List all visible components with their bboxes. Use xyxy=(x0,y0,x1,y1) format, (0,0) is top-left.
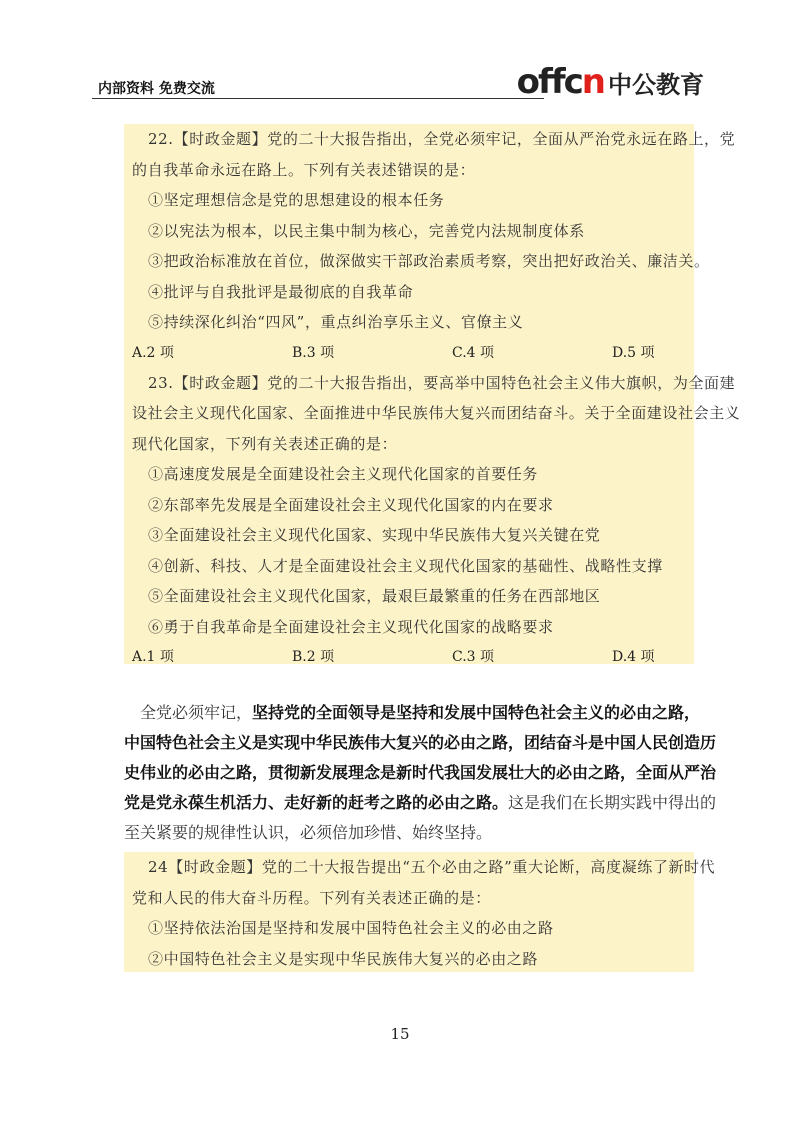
q23-options xyxy=(132,642,684,672)
q24-item-1: ①坚持依法治国是坚持和发展中国特色社会主义的必由之路 xyxy=(148,919,554,937)
q22-item-3: ③把政治标准放在首位，做深做实干部政治素质考察，突出把好政治关、廉洁关。 xyxy=(148,252,710,270)
q23-option-b: B.2 项 xyxy=(292,649,335,665)
q23-item-1: ①高速度发展是全面建设社会主义现代化国家的首要任务 xyxy=(148,465,539,483)
paragraph-line-3: 史伟业的必由之路，贯彻新发展理念是新时代我国发展壮大的必由之路，全面从严治 xyxy=(124,763,717,782)
q23-stem-line-2: 设社会主义现代化国家、全面推进中华民族伟大复兴而团结奋斗。关于全面建设社会主义 xyxy=(132,404,741,422)
q23-option-c: C.3 项 xyxy=(452,649,495,665)
q22-option-a: A.2 项 xyxy=(132,344,174,361)
page-number: 15 xyxy=(390,1025,410,1043)
question-block-22-23 xyxy=(124,124,741,665)
header-rule xyxy=(92,98,544,99)
q24-stem-line-2: 党和人民的伟大奋斗历程。下列有关表述正确的是： xyxy=(132,888,491,907)
q23-stem-line-1: 23.【时政金题】党的二十大报告指出，要高举中国特色社会主义伟大旗帜，为全面建 xyxy=(148,373,736,392)
q22-item-5: ⑤持续深化纠治“四风”，重点纠治享乐主义、官僚主义 xyxy=(148,313,524,331)
logo-cn: 中公教育 xyxy=(608,71,704,99)
q23-item-3: ③全面建设社会主义现代化国家、实现中华民族伟大复兴关键在党 xyxy=(148,526,601,544)
q22-option-d: D.5 项 xyxy=(612,344,655,361)
summary-paragraph xyxy=(124,698,717,848)
q22-options xyxy=(132,338,684,368)
q23-option-d: D.4 项 xyxy=(612,649,655,665)
offcn-logo xyxy=(516,62,704,102)
page-header xyxy=(92,58,704,102)
q23-item-6: ⑥勇于自我革命是全面建设社会主义现代化国家的战略要求 xyxy=(148,617,554,636)
q22-item-4: ④批评与自我批评是最彻底的自我革命 xyxy=(148,282,414,301)
q22-option-c: C.4 项 xyxy=(452,344,495,361)
paragraph-line-4: 党是党永葆生机活力、走好新的赶考之路的必由之路。这是我们在长期实践中得出的 xyxy=(124,793,717,812)
q24-item-2: ②中国特色社会主义是实现中华民族伟大复兴的必由之路 xyxy=(148,949,539,968)
q23-item-2: ②东部率先发展是全面建设社会主义现代化国家的内在要求 xyxy=(148,495,554,514)
logo-en: offcn xyxy=(516,62,604,102)
q22-stem-line-1: 22.【时政金题】党的二十大报告指出，全党必须牢记，全面从严治党永远在路上，党 xyxy=(148,130,736,148)
q23-item-5: ⑤全面建设社会主义现代化国家，最艰巨最繁重的任务在西部地区 xyxy=(148,587,601,605)
header-left-text: 内部资料 免费交流 xyxy=(98,81,215,97)
q22-option-b: B.3 项 xyxy=(292,344,335,361)
q23-option-a: A.1 项 xyxy=(132,649,174,665)
q22-item-2: ②以宪法为根本，以民主集中制为核心，完善党内法规制度体系 xyxy=(148,221,585,240)
paragraph-line-1: 全党必须牢记，坚持党的全面领导是坚持和发展中国特色社会主义的必由之路， xyxy=(140,703,701,722)
q24-stem-line-1: 24【时政金题】党的二十大报告提出“五个必由之路”重大论断，高度凝练了新时代 xyxy=(148,858,716,876)
q22-stem-line-2: 的自我革命永远在路上。下列有关表述错误的是： xyxy=(132,160,476,179)
q22-item-1: ①坚定理想信念是党的思想建设的根本任务 xyxy=(148,191,445,209)
q23-item-4: ④创新、科技、人才是全面建设社会主义现代化国家的基础性、战略性支撑 xyxy=(148,556,663,575)
q23-stem-line-3: 现代化国家，下列有关表述正确的是： xyxy=(132,434,398,453)
question-block-24 xyxy=(124,852,716,972)
paragraph-line-5: 至关紧要的规律性认识，必须倍加珍惜、始终坚持。 xyxy=(124,823,493,842)
paragraph-line-2: 中国特色社会主义是实现中华民族伟大复兴的必由之路，团结奋斗是中国人民创造历 xyxy=(124,733,717,752)
